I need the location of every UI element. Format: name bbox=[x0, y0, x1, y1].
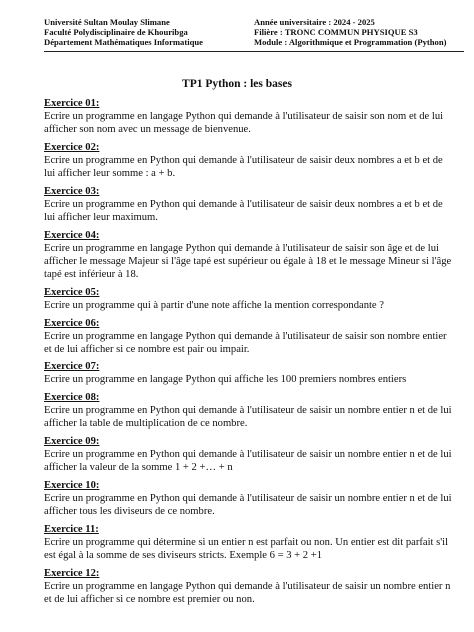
exercise-text: Ecrire un programme en Python qui demande à l'utilisateur de saisir deux nombres a et b et de lui afficher leur somme : a + b. bbox=[44, 154, 443, 180]
exercise-text: Ecrire un programme en langage Python qui demande à l'utilisateur de saisir un nombre entier n et de lui afficher si ce nombre est premier ou non. bbox=[44, 580, 451, 605]
exercise-text: Ecrire un programme en Python qui demande à l'utilisateur de saisir deux nombres a et b et de lui afficher leur maximum. bbox=[44, 198, 443, 224]
header-institution bbox=[44, 17, 244, 48]
exercise-item bbox=[44, 229, 454, 282]
exercise-text: Ecrire un programme qui à partir d'une note affiche la mention correspondante ? bbox=[44, 299, 384, 311]
exercise-item bbox=[44, 185, 454, 224]
exercise-item bbox=[44, 479, 454, 518]
exercise-text: Ecrire un programme en Python qui demande à l'utilisateur de saisir un nombre entier n et de lui afficher la table de multiplication de ce nombre. bbox=[44, 405, 452, 430]
exercise-title: Exercice 05: bbox=[44, 286, 100, 298]
header-faculty: Faculté Polydisciplinaire de Khouribga bbox=[44, 27, 188, 38]
exercise-item bbox=[44, 391, 454, 430]
exercise-text: Ecrire un programme en langage Python qui demande à l'utilisateur de saisir son âge et de lui afficher le message Majeur si l'âge tapé est supérieur ou égale à 18 et le message Mineur si l'âge tapé est inférieur à 18. bbox=[44, 242, 452, 281]
exercise-title: Exercice 03: bbox=[44, 185, 100, 197]
exercise-text: Ecrire un programme en langage Python qui demande à l'utilisateur de saisir son nom et de lui afficher son nom avec un message de bienvenue. bbox=[44, 111, 444, 136]
exercise-text: Ecrire un programme qui détermine si un entier n est parfait ou non. Un entier est dit parfait s'il est égal à la somme de ses diviseurs stricts. Exemple 6 = 3 + 2 +1 bbox=[44, 536, 449, 562]
header-academic-year: Année universitaire : 2024 - 2025 bbox=[254, 17, 375, 27]
exercise-title: Exercice 08: bbox=[44, 392, 100, 404]
exercise-title: Exercice 06: bbox=[44, 317, 100, 329]
header-university: Université Sultan Moulay Slimane bbox=[44, 17, 170, 27]
document-header bbox=[44, 17, 464, 48]
exercise-item bbox=[44, 360, 454, 386]
exercise-item bbox=[44, 286, 454, 312]
exercise-title: Exercice 12: bbox=[44, 567, 100, 579]
header-department: Département Mathématiques Informatique bbox=[44, 37, 203, 48]
exercise-title: Exercice 10: bbox=[44, 479, 100, 491]
exercise-item bbox=[44, 317, 454, 356]
exercise-item bbox=[44, 523, 454, 562]
exercise-title: Exercice 11: bbox=[44, 523, 99, 535]
exercise-title: Exercice 09: bbox=[44, 436, 100, 448]
exercise-text: Ecrire un programme en Python qui demande à l'utilisateur de saisir un nombre entier n et de lui afficher la valeur de la somme 1 + 2 +… + n bbox=[44, 449, 452, 474]
page-title: TP1 Python : les bases bbox=[182, 78, 292, 90]
exercise-list bbox=[44, 97, 454, 611]
exercise-text: Ecrire un programme en langage Python qui demande à l'utilisateur de saisir son nombre entier et de lui afficher si ce nombre est pair ou impair. bbox=[44, 330, 447, 355]
exercise-item bbox=[44, 435, 454, 474]
header-program: Filière : TRONC COMMUN PHYSIQUE S3 bbox=[254, 27, 418, 38]
exercise-item bbox=[44, 141, 454, 180]
exercise-text: Ecrire un programme en Python qui demande à l'utilisateur de saisir un nombre entier n et de lui afficher tous les diviseurs de ce nombre. bbox=[44, 492, 452, 518]
header-course-info bbox=[254, 17, 464, 48]
exercise-text: Ecrire un programme en langage Python qui affiche les 100 premiers nombres entiers bbox=[44, 374, 407, 386]
exercise-title: Exercice 01: bbox=[44, 98, 100, 109]
exercise-item bbox=[44, 97, 454, 136]
header-module: Module : Algorithmique et Programmation (Python) bbox=[254, 37, 447, 48]
header-divider bbox=[44, 51, 464, 52]
exercise-item bbox=[44, 567, 454, 606]
exercise-title: Exercice 07: bbox=[44, 361, 100, 373]
exercise-title: Exercice 04: bbox=[44, 229, 100, 241]
exercise-title: Exercice 02: bbox=[44, 141, 100, 153]
